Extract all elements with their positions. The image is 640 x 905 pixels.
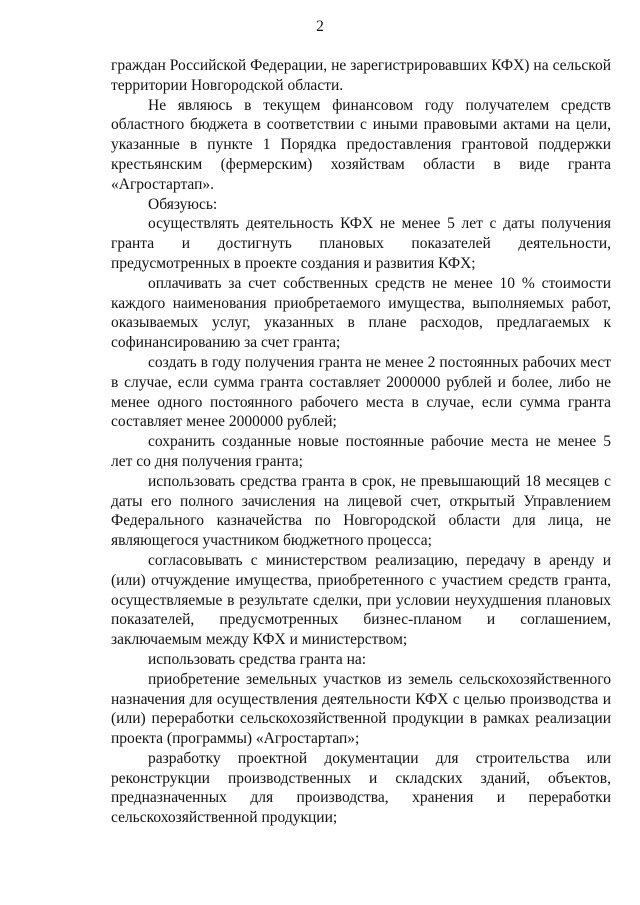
paragraph-grant-use-heading: использовать средства гранта на: [148, 650, 367, 668]
paragraph-obligation-jobs: создать в году получения гранта не менее 2 постоянных рабочих мест в случае, если сумма гранта составляет 2000000 рублей и более, либо не менее одного постоянного рабочего места в случае, если сумма гранта составляет менее 2000000 рублей; [111, 353, 611, 431]
paragraph-not-recipient: Не являюсь в текущем финансовом году получателем средств областного бюджета в соответствии с иными правовыми актами на цели, указанные в пункте 1 Порядка предоставления грантовой поддержки крестьянским (фермерским) хозяйствам области в виде гранта «Агростартап». [111, 96, 611, 193]
paragraph-obligation-keep-jobs: сохранить созданные новые постоянные рабочие места не менее 5 лет со дня получения гранта; [111, 433, 611, 470]
paragraph-obligation-activity: осуществлять деятельность КФХ не менее 5 лет с даты получения гранта и достигнуть плановых показателей деятельности, предусмотренных в проекте создания и развития КФХ; [111, 215, 611, 272]
document-body [111, 56, 611, 828]
paragraph-grant-use-design: разработку проектной документации для строительства или реконструкции производственных и складских зданий, объектов, предназначенных для производства, хранения и переработки сельскохозяйственной продукции; [111, 749, 611, 827]
paragraph-obligation-use-term: использовать средства гранта в срок, не превышающий 18 месяцев с даты его полного зачисления на лицевой счет, открытый Управлением Федерального казначейства по Новгородской области для лица, не являющегося участником бюджетного процесса; [111, 472, 611, 550]
paragraph-grant-use-land: приобретение земельных участков из земель сельскохозяйственного назначения для осуществления деятельности КФХ с целью производства и (или) переработки сельскохозяйственной продукции в рамках реализации проекта (программы) «Агростартап»; [111, 670, 611, 748]
paragraph-obligations-heading: Обязуюсь: [148, 195, 218, 213]
page-number: 2 [316, 18, 324, 35]
paragraph-obligation-cofinancing: оплачивать за счет собственных средств не менее 10 % стоимости каждого наименования приобретаемого имущества, выполняемых работ, оказываемых услуг, указанных в плане расходов, предлагаемых к софинансированию за счет гранта; [111, 274, 611, 352]
paragraph-obligation-approval: согласовывать с министерством реализацию, передачу в аренду и (или) отчуждение имущества, приобретенного с участием средств гранта, осуществляемые в результате сделки, при условии неухудшения плановых показателей, предусмотренных бизнес-планом и соглашением, заключаемым между КФХ и министерством; [111, 551, 611, 649]
paragraph-continuation: граждан Российской Федерации, не зарегистрировавших КФХ) на сельской территории Новгородской области. [111, 57, 611, 94]
